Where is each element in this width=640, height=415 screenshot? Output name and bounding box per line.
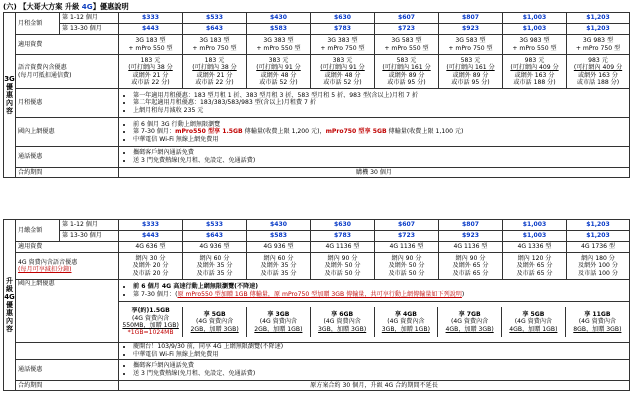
voice-label: 語音資費內含優惠 (每月可抵扣通信費): [16, 55, 119, 89]
data-cell: 享(約)1.5GB (4G 資費內含 550MB，加贈 1GB) *1GB=1024MB: [119, 307, 183, 336]
voice-cell: 網內 90 分 及網外 50 分 及市話 50 分: [375, 253, 439, 280]
data-label-cont: [16, 343, 119, 360]
voice-cell: 網內 60 分 及網外 35 分 及市話 35 分: [247, 253, 311, 280]
price-cell: $430: [247, 220, 311, 231]
rental-list: [119, 89, 630, 118]
voice-cell: 網內 180 分 及網外 100 分 及市話 100 分: [567, 253, 630, 280]
call-item: • 送 3 門免費熱線(免月租、免設定、免通話費): [133, 157, 627, 165]
price-cell: $783: [311, 24, 375, 35]
rental-item: • 第一年適用月租優惠：183 型月租 1 折、383 型月租 3 折、583 型月租 5 折、983 型(含以上)月租 7 折: [133, 92, 627, 100]
contract-value: 原方案合約 30 個月，升級 4G 合約期間不延長: [119, 381, 630, 391]
data-list-extra: [119, 343, 630, 360]
price-cell: $1,203: [567, 13, 630, 24]
price-cell: $1,203: [567, 24, 630, 35]
price-cell: $1,003: [503, 24, 567, 35]
data-cell: 享 11GB (4G 資費內含 8GB，加贈 3GB): [565, 307, 629, 336]
price-cell: $783: [311, 231, 375, 242]
price-cell: $333: [119, 13, 183, 24]
contract-value: 購機 30 個月: [119, 168, 630, 178]
data-label: 國內上網優惠: [16, 118, 119, 147]
monthly-fee-label: 月租金額: [16, 13, 60, 35]
data-label: 國內上網優惠: [16, 280, 119, 343]
qual-cell: 4G 1136 型: [311, 242, 375, 253]
rental-label: 月租優惠: [16, 89, 119, 118]
data-item: • 前 6 個月 3G 行動上網無限瀏覽: [133, 121, 627, 129]
row-qualifying-plan: [4, 35, 630, 55]
data-cell: 享 5GB (4G 資費內含 4GB，加贈 1GB): [502, 307, 566, 336]
qual-cell: 3G 583 型 + mPro 750 型: [439, 35, 503, 55]
price-cell: $923: [439, 231, 503, 242]
call-label: 通話優惠: [16, 360, 119, 381]
rental-item: • 上網月租每月減收 235 元: [133, 107, 627, 115]
row-monthly-1-12: [4, 13, 630, 24]
row-monthly-1-12: [4, 220, 630, 231]
side-label-4g: 升 級 4G 優 惠 內 容: [4, 220, 16, 391]
data-item: • 第 7-30 個月：mPro550 型享 1.5GB 傳輸量(收費上限 1,200 元)，mPro750 型享 5GB 傳輸量(收費上限 1,100 元): [133, 128, 627, 136]
row-call: [4, 147, 630, 168]
data-list: [119, 280, 630, 302]
voice-cell: 583 元 (可打網內 161 分 或網外 89 分 或市話 95 分): [375, 55, 439, 89]
row-data-heading: [4, 280, 630, 302]
heading-suffix: 】優惠說明: [92, 2, 129, 11]
qual-label: 適用資費: [16, 242, 119, 253]
qual-cell: 4G 1136 型: [439, 242, 503, 253]
row-voice: [4, 55, 630, 89]
voice-cell: 383 元 (可打網內 91 分 或網外 48 分 或市話 52 分): [247, 55, 311, 89]
voice-cell: 網內 60 分 及網外 35 分 及市話 35 分: [183, 253, 247, 280]
row-contract: [4, 381, 630, 391]
contract-label: 合約期間: [16, 381, 119, 391]
qual-cell: 4G 936 型: [247, 242, 311, 253]
voice-cell: 183 元 (可打網內 38 分 或網外 21 分 或市話 22 分): [183, 55, 247, 89]
price-cell: $1,203: [567, 231, 630, 242]
section-heading: [3, 2, 129, 12]
voice-cell: 583 元 (可打網內 161 分 或網外 89 分 或市話 95 分): [439, 55, 503, 89]
price-cell: $1,003: [503, 231, 567, 242]
monthly-fee-label: 月繳金額: [16, 220, 60, 242]
data-cell: 享 3GB (4G 資費內含 2GB，加贈 1GB): [247, 307, 311, 336]
price-cell: $583: [247, 24, 311, 35]
data-item: • 中華電信 Wi-Fi 無線上網免費用: [133, 351, 627, 359]
row-data: [4, 118, 630, 147]
data-cell: 享 5GB (4G 資費內含 2GB，加贈 3GB): [183, 307, 247, 336]
voice-label: 4G 資費內含語音優惠 (每月可享減扣分鐘): [16, 253, 119, 280]
voice-cell: 網內 120 分 及網外 65 分 及市話 65 分: [503, 253, 567, 280]
price-cell: $607: [375, 220, 439, 231]
price-cell: $583: [247, 231, 311, 242]
qual-cell: 3G 983 型 + mPro 550 型: [503, 35, 567, 55]
qual-cell: 3G 383 型 + mPro 750 型: [311, 35, 375, 55]
price-cell: $607: [375, 13, 439, 24]
data-item: • 第 7-30 個月：(原 mPro550 型加贈 1GB 傳輸量，原 mPro750 型加贈 3GB 傳輸量，共可享行動上網傳輸量如下列說明): [133, 291, 627, 299]
qual-cell: 4G 1336 型: [503, 242, 567, 253]
row-monthly-13-30: [4, 231, 630, 242]
heading-brand: 哥大方案 升級: [33, 2, 82, 11]
heading-4g: 4G: [81, 2, 93, 11]
call-item: • 攜碼客戶網內通話免費: [133, 149, 627, 157]
price-cell: $443: [119, 24, 183, 35]
row-data-extra: [4, 343, 630, 360]
call-item: • 送 3 門免費熱線(免月租、免設定、免通話費): [133, 370, 627, 378]
data-allowance-table: [119, 307, 629, 336]
qual-cell: 3G 983 型 + mPro 750 型: [567, 35, 630, 55]
qual-cell: 3G 583 型 + mPro 550 型: [375, 35, 439, 55]
price-cell: $807: [439, 13, 503, 24]
price-cell: $533: [183, 13, 247, 24]
period-label: 第 13-30 個月: [60, 24, 119, 35]
price-cell: $1,003: [503, 13, 567, 24]
qual-cell: 4G 1736 型: [567, 242, 630, 253]
rental-item: • 第二年起適用月租優惠：183/383/583/983 型(含以上)月租費 7 折: [133, 99, 627, 107]
row-call: [4, 360, 630, 381]
voice-cell: 983 元 (可打網內 409 分 或網外 163 分 或市話 188 分): [567, 55, 630, 89]
voice-cell: 網內 90 分 及網外 65 分 及市話 65 分: [439, 253, 503, 280]
period-label: 第 1-12 個月: [60, 220, 119, 231]
call-label: 通話優惠: [16, 147, 119, 168]
qual-cell: 3G 183 型 + mPro 750 型: [183, 35, 247, 55]
period-label: 第 13-30 個月: [60, 231, 119, 242]
period-label: 第 1-12 個月: [60, 13, 119, 24]
data-item: • 中華電信 Wi-Fi 無線上網免費用: [133, 136, 627, 144]
data-list: [119, 118, 630, 147]
call-item: • 攜碼客戶網內通話免費: [133, 362, 627, 370]
heading-prefix: (六) 【大: [3, 2, 34, 11]
data-allowance-grid: [119, 302, 630, 343]
call-list: [119, 360, 630, 381]
price-cell: $630: [311, 220, 375, 231]
data-cell: 享 7GB (4G 資費內含 4GB，加贈 3GB): [438, 307, 502, 336]
voice-cell: 網內 90 分 及網外 50 分 及市話 50 分: [311, 253, 375, 280]
side-label-3g: 3G 優 惠 內 容: [4, 13, 16, 178]
qual-cell: 4G 1136 型: [375, 242, 439, 253]
price-cell: $1,003: [503, 220, 567, 231]
voice-cell: 183 元 (可打網內 38 分 或網外 21 分 或市話 22 分): [119, 55, 183, 89]
table-4g-offer: [3, 219, 630, 391]
price-cell: $723: [375, 231, 439, 242]
price-cell: $630: [311, 13, 375, 24]
price-cell: $723: [375, 24, 439, 35]
price-cell: $533: [183, 220, 247, 231]
row-contract: [4, 168, 630, 178]
data-item: • 慶開台！103/9/30 前，同享 4G 上網無限瀏覽(不降速): [133, 343, 627, 351]
voice-cell: 983 元 (可打網內 409 分 或網外 163 分 或市話 188 分): [503, 55, 567, 89]
qual-cell: 4G 636 型: [119, 242, 183, 253]
call-list: [119, 147, 630, 168]
qual-label: 適用資費: [16, 35, 119, 55]
data-cell: 享 4GB (4G 資費內含 3GB，加贈 1GB): [374, 307, 438, 336]
price-cell: $923: [439, 24, 503, 35]
data-item: • 前 6 個月 4G 高速行動上網無限瀏覽(不降速): [133, 283, 627, 291]
data-cell: 享 6GB (4G 資費內含 3GB，加贈 3GB): [310, 307, 374, 336]
qual-cell: 4G 936 型: [183, 242, 247, 253]
voice-cell: 383 元 (可打網內 91 分 或網外 48 分 或市話 52 分): [311, 55, 375, 89]
row-qualifying-plan: [4, 242, 630, 253]
row-voice: [4, 253, 630, 280]
price-cell: $807: [439, 220, 503, 231]
table-3g-offer: [3, 12, 630, 178]
row-rental: [4, 89, 630, 118]
row-monthly-13-30: [4, 24, 630, 35]
price-cell: $333: [119, 220, 183, 231]
contract-label: 合約期間: [16, 168, 119, 178]
qual-cell: 3G 383 型 + mPro 550 型: [247, 35, 311, 55]
qual-cell: 3G 183 型 + mPro 550 型: [119, 35, 183, 55]
price-cell: $643: [183, 231, 247, 242]
voice-cell: 網內 30 分 及網外 20 分 及市話 20 分: [119, 253, 183, 280]
price-cell: $443: [119, 231, 183, 242]
price-cell: $1,203: [567, 220, 630, 231]
price-cell: $430: [247, 13, 311, 24]
price-cell: $643: [183, 24, 247, 35]
